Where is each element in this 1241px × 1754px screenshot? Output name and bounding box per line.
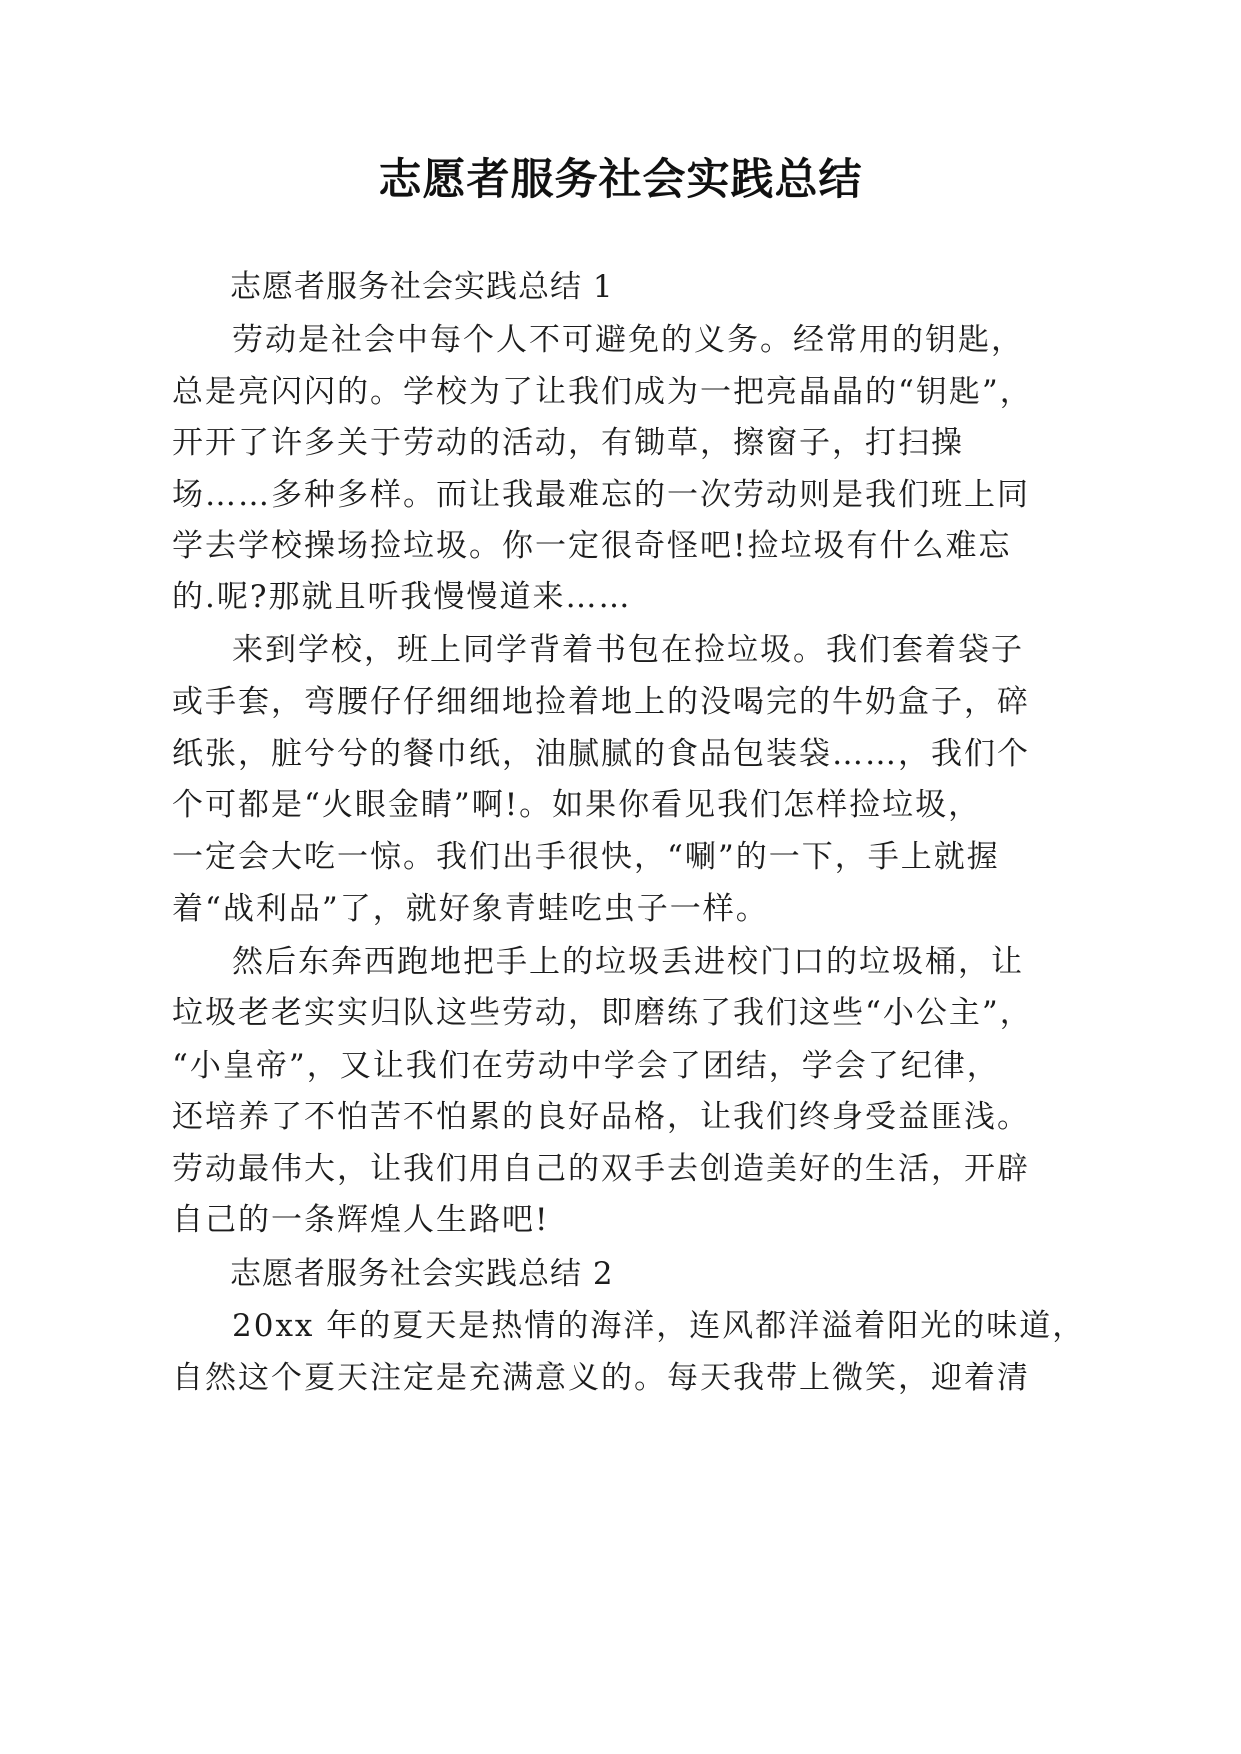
paragraph-line: 还培养了不怕苦不怕累的良好品格，让我们终身受益匪浅。	[172, 1099, 1030, 1135]
section-heading-1: 志愿者服务社会实践总结 1	[230, 269, 614, 305]
paragraph-line: “小皇帝”，又让我们在劳动中学会了团结，学会了纪律，	[172, 1048, 1000, 1084]
paragraph-line: 自己的一条辉煌人生路吧!	[172, 1202, 550, 1238]
document-title: 志愿者服务社会实践总结	[378, 155, 863, 205]
paragraph-line: 垃圾老老实实归队这些劳动，即磨练了我们这些“小公主”，	[172, 995, 1033, 1031]
paragraph-line: 纸张，脏兮兮的餐巾纸，油腻腻的食品包装袋……，我们个	[172, 736, 1030, 772]
paragraph-line: 自然这个夏天注定是充满意义的。每天我带上微笑，迎着清	[172, 1360, 1030, 1396]
paragraph-line: 然后东奔西跑地把手上的垃圾丢进校门口的垃圾桶，让	[232, 944, 1024, 980]
paragraph-line: 的.呢?那就且听我慢慢道来……	[172, 579, 632, 615]
paragraph-line: 场……多种多样。而让我最难忘的一次劳动则是我们班上同	[172, 477, 1030, 513]
paragraph-line: 或手套，弯腰仔仔细细地捡着地上的没喝完的牛奶盒子，碎	[172, 684, 1030, 720]
paragraph-line: 着“战利品”了，就好象青蛙吃虫子一样。	[172, 891, 769, 927]
paragraph-line: 总是亮闪闪的。学校为了让我们成为一把亮晶晶的“钥匙”，	[172, 374, 1033, 410]
section-heading-2: 志愿者服务社会实践总结 2	[230, 1256, 614, 1292]
paragraph-line: 开开了许多关于劳动的活动，有锄草，擦窗子，打扫操	[172, 425, 964, 461]
paragraph-line: 个可都是“火眼金睛”啊!。如果你看见我们怎样捡垃圾，	[172, 787, 982, 823]
paragraph-line: 劳动最伟大，让我们用自己的双手去创造美好的生活，开辟	[172, 1151, 1030, 1187]
paragraph-line: 来到学校，班上同学背着书包在捡垃圾。我们套着袋子	[232, 632, 1024, 668]
paragraph-line: 学去学校操场捡垃圾。你一定很奇怪吧!捡垃圾有什么难忘	[172, 528, 1012, 564]
paragraph-line: 20xx 年的夏天是热情的海洋，连风都洋溢着阳光的味道，	[232, 1308, 1086, 1344]
paragraph-line: 一定会大吃一惊。我们出手很快，“唰”的一下，手上就握	[172, 839, 1000, 875]
paragraph-line: 劳动是社会中每个人不可避免的义务。经常用的钥匙，	[232, 322, 1024, 358]
